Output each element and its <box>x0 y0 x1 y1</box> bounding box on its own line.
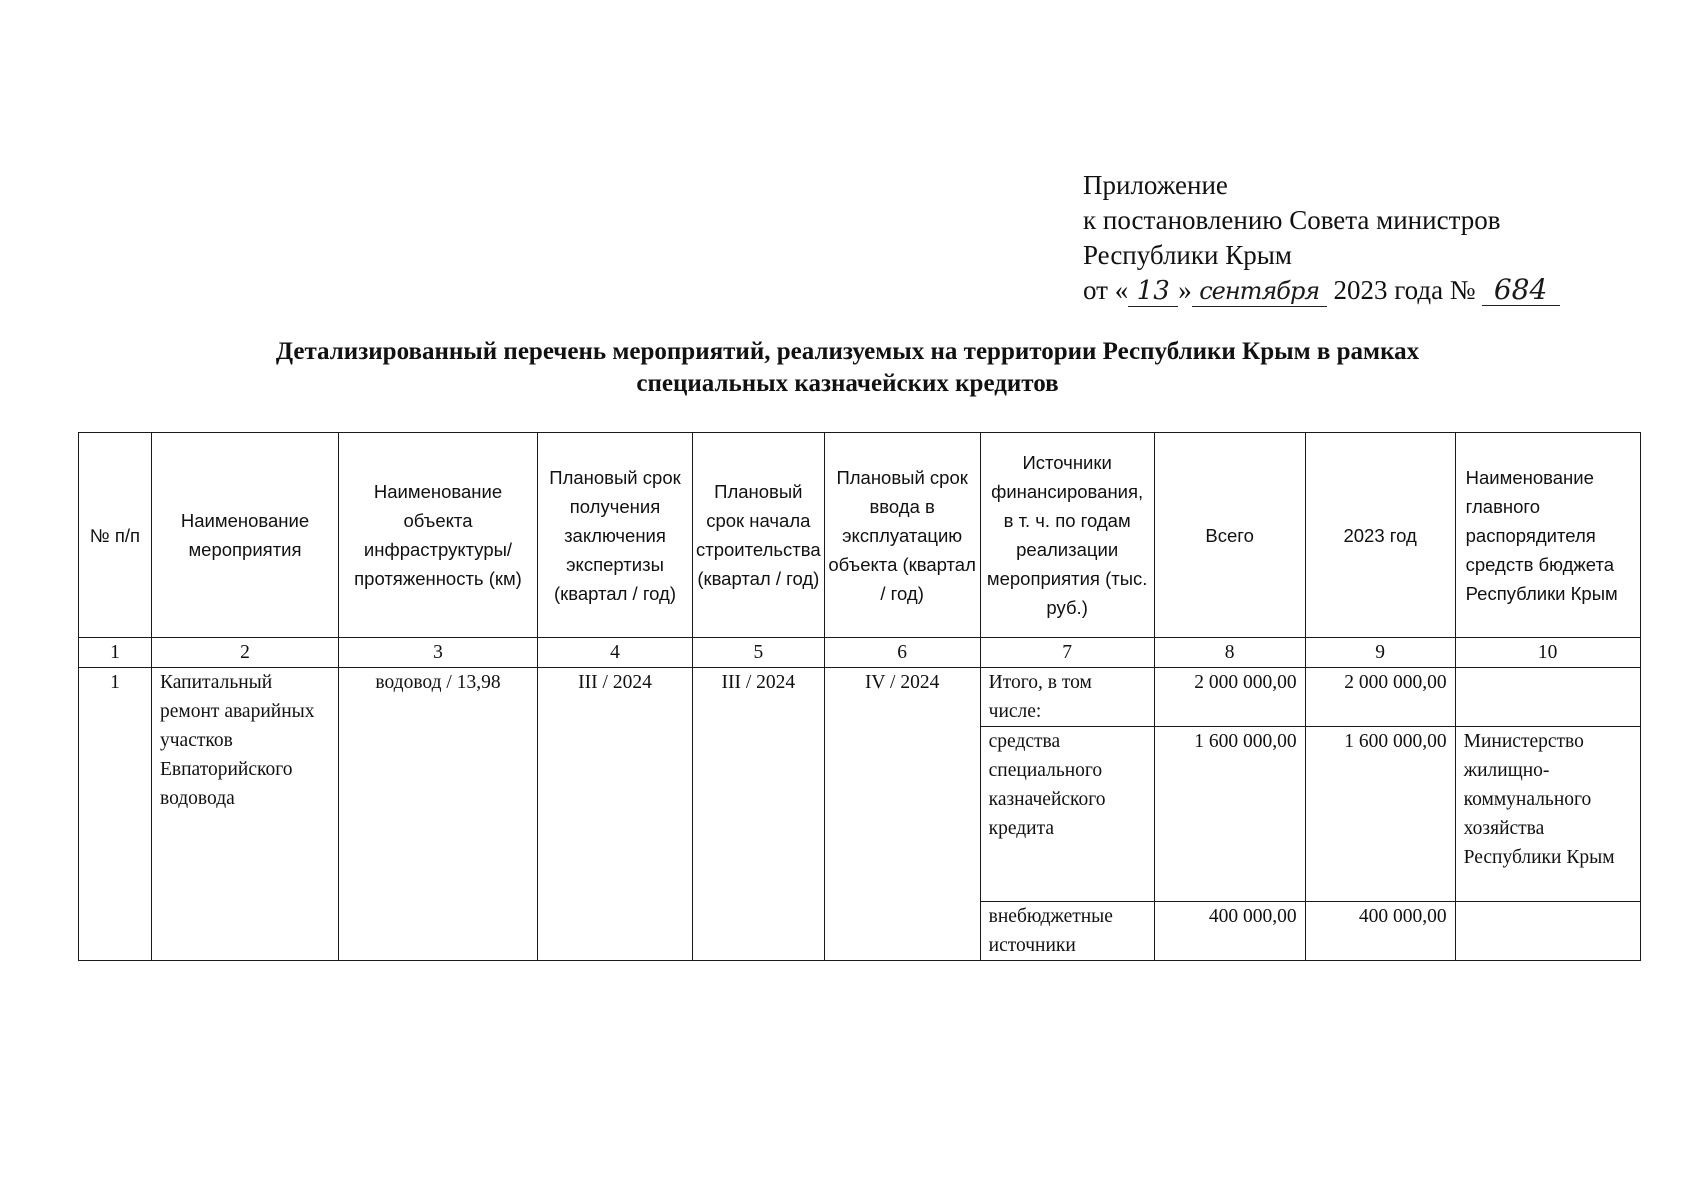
appendix-date-line <box>1083 273 1560 308</box>
decree-number-handwritten: 684 <box>1482 275 1560 306</box>
funding-total: 1 600 000,00 <box>1154 727 1305 902</box>
header-year-2023: 2023 год <box>1305 433 1455 638</box>
budget-manager: Министерство жилищно-коммунального хозяйства Республики Крым <box>1455 727 1640 902</box>
column-number: 1 <box>79 638 152 668</box>
header-expertise-date: Плановый срок получения заключения экспертизы (квартал / год) <box>538 433 693 638</box>
budget-manager <box>1455 668 1640 727</box>
title-line-1: Детализированный перечень мероприятий, реализуемых на территории Республики Крым в рамках <box>275 338 1420 365</box>
title-line-2: специальных казначейских кредитов <box>636 370 1059 397</box>
column-number: 2 <box>152 638 339 668</box>
entry-commissioning-date: IV / 2024 <box>824 668 980 961</box>
activities-table <box>78 432 1641 961</box>
date-prefix: от « <box>1083 275 1129 305</box>
appendix-title: Приложение <box>1083 170 1228 200</box>
funding-total: 2 000 000,00 <box>1154 668 1305 727</box>
header-commissioning-date: Плановый срок ввода в эксплуатацию объекта (квартал / год) <box>824 433 980 638</box>
appendix-decree-line: к постановлению Совета министров <box>1083 205 1501 235</box>
document-title <box>0 336 1695 400</box>
entry-number: 1 <box>79 668 152 961</box>
appendix-republic-line: Республики Крым <box>1083 240 1292 270</box>
funding-total: 400 000,00 <box>1154 902 1305 961</box>
header-activity: Наименование мероприятия <box>152 433 339 638</box>
column-number: 5 <box>693 638 825 668</box>
header-total: Всего <box>1154 433 1305 638</box>
budget-manager <box>1455 902 1640 961</box>
column-number: 4 <box>538 638 693 668</box>
column-number: 10 <box>1455 638 1640 668</box>
header-object: Наименование объекта инфраструктуры/ протяженность (км) <box>339 433 538 638</box>
funding-source: внебюджетные источники <box>980 902 1154 961</box>
entry-activity: Капитальный ремонт аварийных участков Евпаторийского водовода <box>152 668 339 961</box>
column-number: 7 <box>980 638 1154 668</box>
date-mid: » <box>1178 275 1192 305</box>
header-start-date: Плановый срок начала строительства (квартал / год) <box>693 433 825 638</box>
header-budget-manager: Наименование главного распорядителя средств бюджета Республики Крым <box>1455 433 1640 638</box>
appendix-block <box>1083 168 1560 308</box>
date-year-text: 2023 года № <box>1326 275 1476 305</box>
column-number: 3 <box>339 638 538 668</box>
header-funding-sources: Источники финансирования, в т. ч. по годам реализации мероприятия (тыс. руб.) <box>980 433 1154 638</box>
column-number: 6 <box>824 638 980 668</box>
funding-source: Итого, в том числе: <box>980 668 1154 727</box>
funding-2023: 400 000,00 <box>1305 902 1455 961</box>
date-month-handwritten: сентября <box>1192 276 1327 307</box>
date-day-handwritten: 13 <box>1128 276 1178 307</box>
entry-object: водовод / 13,98 <box>339 668 538 961</box>
entry-start-date: III / 2024 <box>693 668 825 961</box>
entry-expertise-date: III / 2024 <box>538 668 693 961</box>
funding-2023: 1 600 000,00 <box>1305 727 1455 902</box>
column-number: 8 <box>1154 638 1305 668</box>
header-number: № п/п <box>79 433 152 638</box>
funding-2023: 2 000 000,00 <box>1305 668 1455 727</box>
funding-source: средства специального казначейского кредита <box>980 727 1154 902</box>
column-number-row <box>79 638 1641 668</box>
table-row <box>79 668 1641 727</box>
table-header-row <box>79 433 1641 638</box>
column-number: 9 <box>1305 638 1455 668</box>
